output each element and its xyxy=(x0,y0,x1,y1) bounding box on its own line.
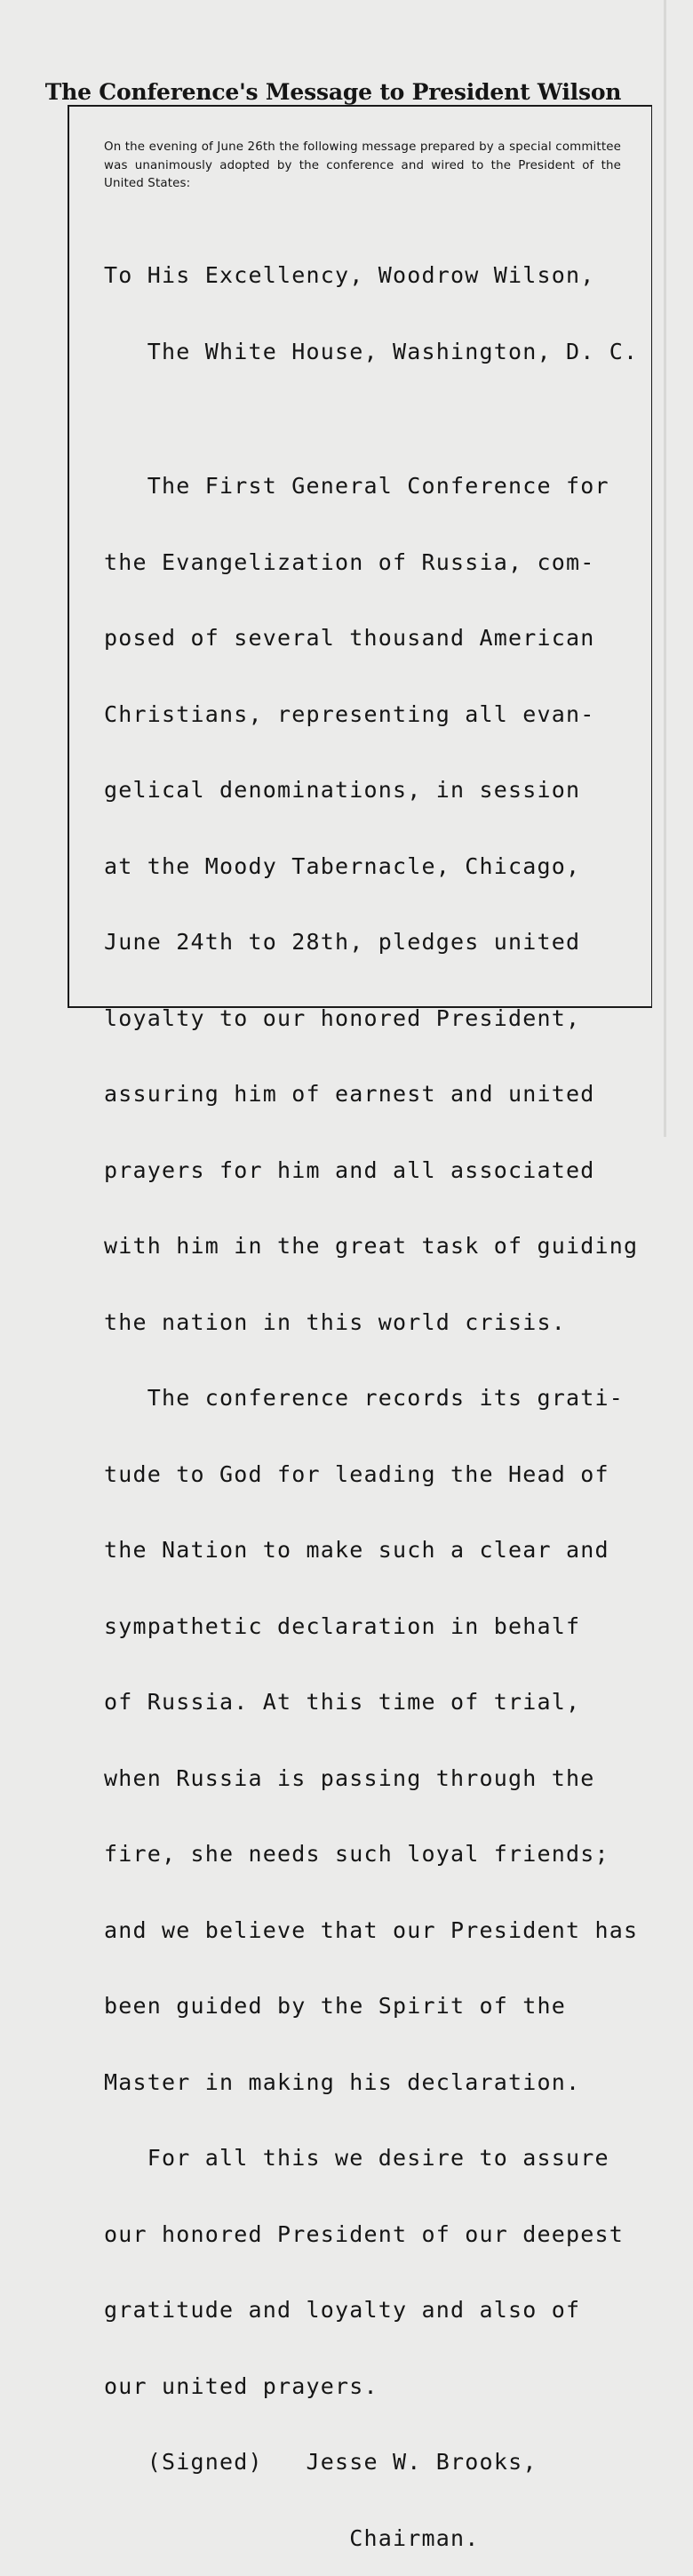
body-line: our honored President of our deepest xyxy=(104,2220,625,2247)
address-line: To His Excellency, Woodrow Wilson, xyxy=(104,262,595,288)
body-line: Christians, representing all evan- xyxy=(104,700,595,727)
body-line: The First General Conference for xyxy=(104,473,609,499)
body-line: posed of several thousand American xyxy=(104,625,595,651)
body-line: assuring him of earnest and united xyxy=(104,1081,595,1107)
body-line: prayers for him and all associated xyxy=(104,1156,595,1183)
body-line: our united prayers. xyxy=(104,2372,378,2399)
body-line: been guided by the Spirit of the xyxy=(104,1993,567,2019)
signer-title-line xyxy=(104,2526,638,2551)
body-line: at the Moody Tabernacle, Chicago, xyxy=(104,852,581,879)
body-line: of Russia. At this time of trial, xyxy=(104,1689,581,1715)
body-line: the Evangelization of Russia, com- xyxy=(104,548,595,575)
body-line: gratitude and loyalty and also of xyxy=(104,2297,581,2323)
body-line: tude to God for leading the Head of xyxy=(104,1460,609,1487)
body-line: and we believe that our President has xyxy=(104,1916,639,1943)
body-line: with him in the great task of guiding xyxy=(104,1233,639,1259)
paragraph-gap xyxy=(104,415,638,422)
body-line: sympathetic declaration in behalf xyxy=(104,1612,581,1639)
body-line: For all this we desire to assure xyxy=(104,2145,609,2171)
body-line: Master in making his declaration. xyxy=(104,2068,581,2095)
body-line: loyalty to our honored President, xyxy=(104,1004,581,1031)
body-line: the nation in this world crisis. xyxy=(104,1308,567,1335)
body-line: gelical denominations, in session xyxy=(104,777,581,803)
telegram-text xyxy=(104,212,638,2576)
intro-paragraph: On the evening of June 26th the following message prepared by a special committee was unanimously adopted by the conference and wired to the President of the United States: xyxy=(104,140,621,190)
signer-name: Jesse W. Brooks, xyxy=(306,2449,538,2475)
page-title: The Conference's Message to President Wilson xyxy=(44,78,622,105)
signer-title: Chairman. xyxy=(349,2524,480,2551)
address-line: The White House, Washington, D. C. xyxy=(104,338,639,364)
body-line: fire, she needs such loyal friends; xyxy=(104,1841,609,1867)
page-edge xyxy=(664,0,666,1137)
signature-line xyxy=(104,2450,638,2475)
body-line: The conference records its grati- xyxy=(104,1385,625,1411)
signed-label: (Signed) xyxy=(147,2449,263,2475)
body-line: June 24th to 28th, pledges united xyxy=(104,929,581,955)
body-line: the Nation to make such a clear and xyxy=(104,1537,609,1563)
body-line: when Russia is passing through the xyxy=(104,1764,595,1791)
